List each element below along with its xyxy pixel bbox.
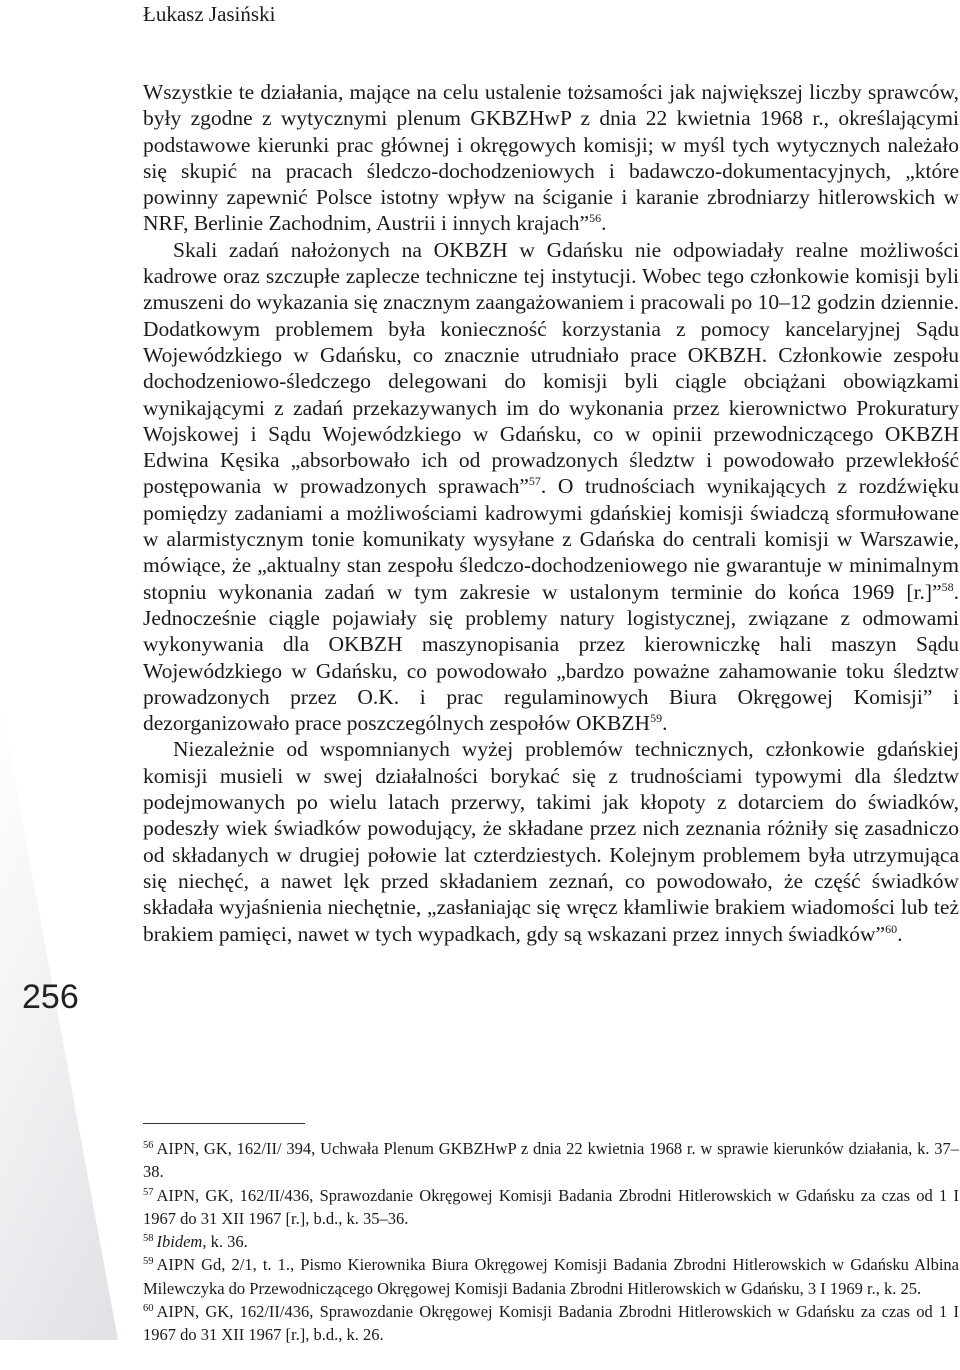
paragraph [143,79,959,237]
footnote-text: AIPN, GK, 162/II/ 394, Uchwała Plenum GKBZHwP z dnia 22 kwietnia 1968 r. w sprawie kierunków działania, k. 37–38. [143,1139,959,1182]
footnote-ref[interactable]: 58 [941,579,954,594]
footnote-text: AIPN, GK, 162/II/436, Sprawozdanie Okręgowej Komisji Badania Zbrodni Hitlerowskich w Gdańsku za czas od 1 I 1967 do 31 XII 1967 [r.], b.d., k. 35–36. [143,1185,959,1228]
text-run: . Jednocześnie ciągle pojawiały się problemy natury logistycznej, związane z odmowami wykonywania dla OKBZH maszynopisania przez kierowniczkę hali maszyn Sądu Wojewódzkiego w Gdańsku, co powodowało „bardzo poważne zahamowanie toku śledztw prowadzonych przez O.K. i prac regulaminowych Biura Okręgowej Komisji” i dezorganizowało prace poszczególnych zespołów OKBZH [143,579,959,736]
footnote-ref[interactable]: 60 [885,921,898,936]
text-run: . [662,711,668,736]
text-run: Skali zadań nałożonych na OKBZH w Gdańsku nie odpowiadały realne możliwości kadrowe oraz szczupłe zaplecze techniczne tej instytucji. Wobec tego członkowie komisji byli zmuszeni do wykazania się znacznym zaangażowaniem i pracowali po 10–12 godzin dziennie. Dodatkowym problemem była konieczność korzystania z pomocy kancelaryjnej Sądu Wojewódzkiego w Gdańsku, co znacznie utrudniało prace OKBZH. Członkowie zespołu dochodzeniowo-śledczego delegowani do komisji byli ciągle obciążani obowiązkami wynikającymi z zadań przekazywanych im do wykonania przez kierownictwo Prokuratury Wojskowej i Sądu Wojewódzkiego w Gdańsku, co w opinii przewodniczącego OKBZH Edwina Kęsika „absorbowało ich od prowadzonych śledztw i powodowało przewlekłość postępowania w prowadzonych sprawach” [143,237,959,499]
footnote-ref[interactable]: 59 [650,711,663,726]
footnote-ibidem: Ibidem [156,1232,203,1252]
footnote-number: 60 [143,1303,154,1315]
paragraph [143,237,959,737]
footnote-number: 58 [143,1233,154,1245]
footnote-number: 57 [143,1186,154,1198]
footnote [143,1300,959,1347]
text-run: Niezależnie od wspomnianych wyżej problemów technicznych, członkowie gdańskiej komisji musieli w swej działalności borykać się z trudnościami typowymi dla śledztw podejmowanych po wielu latach przerwy, takimi jak kłopoty z dotarciem do świadków, podeszły wiek świadków powodujący, że składane przez nich zeznania różniły się zasadniczo od składanych w drugiej połowie lat czterdziestych. Kolejnym problemem była utrzymująca się niechęć, a nawet lęk przed składaniem zeznań, co powodowało, że część świadków składała wyjaśnienia niechętnie, „zasłaniając się wręcz kłamliwie brakiem wiadomości lub też brakiem pamięci, nawet w tych wypadkach, gdy są wskazani przez innych świadków” [143,737,959,946]
footnote [143,1253,959,1300]
paragraph [143,736,959,946]
footnote [143,1230,959,1253]
text-run: . [601,211,607,236]
footnote [143,1137,959,1184]
running-header-author: Łukasz Jasiński [143,2,276,26]
footnotes [143,1137,959,1347]
page-corner-tab [0,700,118,1340]
footnote-text: AIPN Gd, 2/1, t. 1., Pismo Kierownika Biura Okręgowej Komisji Badania Zbrodni Hitlerowskich w Gdańsku Albina Milewczyka do Przewodniczącego Okręgowej Komisji Badania Zbrodni Hitlerowskich w Gdańsku, 3 I 1969 r., k. 25. [143,1255,959,1298]
footnote-ref[interactable]: 56 [589,211,602,226]
footnote-separator [143,1123,305,1124]
text-run: Wszystkie te działania, mające na celu ustalenie tożsamości jak największej liczby sprawców, były zgodne z wytycznymi plenum GKBZHwP z dnia 22 kwietnia 1968 r., określającymi podstawowe kierunki prac głównej i okręgowych komisji; w myśl tych wytycznych należało się skupić na pracach śledczo-dochodzeniowych i badawczo-dokumentacyjnych, „które powinny zapewnić Polsce istotny wpływ na ściganie i karanie zbrodniarzy hitlerowskich w NRF, Berlinie Zachodnim, Austrii i innych krajach” [143,80,959,236]
footnote-text: AIPN, GK, 162/II/436, Sprawozdanie Okręgowej Komisji Badania Zbrodni Hitlerowskich w Gdańsku za czas od 1 I 1967 do 31 XII 1967 [r.], b.d., k. 26. [143,1302,959,1345]
footnote-text: , k. 36. [202,1232,248,1252]
footnote-ref[interactable]: 57 [528,474,541,489]
footnote-number: 56 [143,1140,154,1151]
page-number: 256 [22,978,79,1016]
footnote-number: 59 [143,1256,154,1268]
footnote [143,1184,959,1231]
main-text [143,79,959,947]
text-run: . [897,921,903,946]
text-run: . O trudnościach wynikających z rozdźwięku pomiędzy zadaniami a możliwościami kadrowymi gdańskiej komisji świadczą sformułowane w alarmistycznym tonie komunikaty wysyłane z Gdańska do centrali komisji w Warszawie, mówiące, że „aktualny stan zespołu śledczo-dochodzeniowego nie gwarantuje w minimalnym stopniu wykonania zadań w tym zakresie w ustalonym terminie do końca 1969 [r.]” [143,474,959,604]
